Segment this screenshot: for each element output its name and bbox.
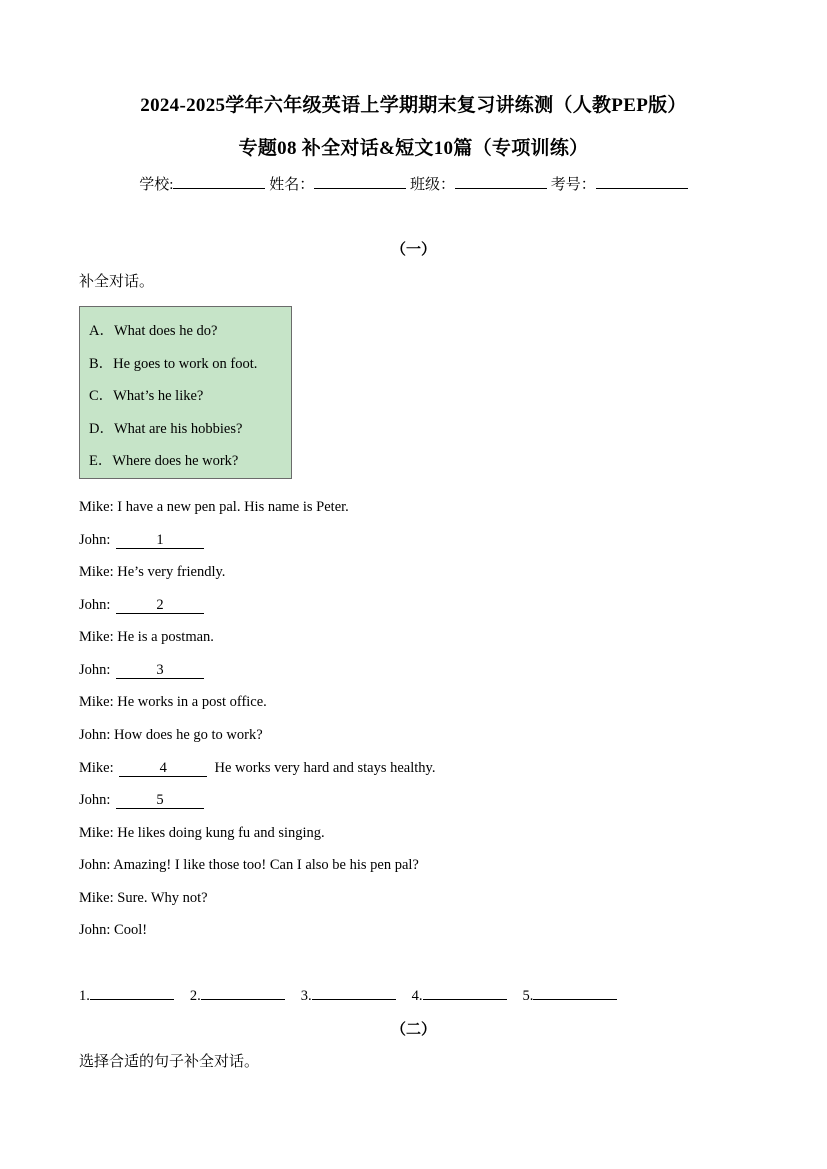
dialogue-line: Mike: He’s very friendly. (79, 564, 226, 580)
answer-line[interactable] (90, 986, 174, 1000)
answer-slot-number: 3. (300, 988, 312, 1004)
answer-line[interactable] (201, 986, 285, 1000)
answer-line[interactable] (312, 986, 396, 1000)
answer-slot-number: 2. (189, 988, 201, 1004)
dialogue-line (79, 597, 204, 614)
option-a: A．What does he do? (89, 323, 218, 339)
answer-line[interactable] (423, 986, 507, 1000)
section-1-heading: （一） (390, 242, 436, 258)
speaker-label: John: (79, 597, 115, 613)
page-title: 2024-2025学年六年级英语上学期期末复习讲练测（人教PEP版） (140, 95, 687, 116)
speaker-label: Mike: (79, 760, 118, 776)
dialogue-line: Mike: Sure. Why not? (79, 890, 208, 906)
dialogue-line (79, 760, 435, 777)
speaker-label: John: (79, 792, 115, 808)
section-1-instruction: 补全对话。 (79, 274, 155, 290)
option-d: D．What are his hobbies? (89, 421, 243, 437)
dialogue-continuation: He works very hard and stays healthy. (214, 760, 436, 776)
answer-slot[interactable] (412, 986, 507, 1005)
section-2-instruction: 选择合适的句子补全对话。 (79, 1054, 260, 1070)
dialogue-line (79, 792, 204, 809)
school-blank[interactable] (173, 174, 265, 189)
dialogue-line: Mike: I have a new pen pal. His name is Peter. (79, 499, 349, 515)
answer-slot-number: 1. (79, 988, 90, 1004)
answer-blank-2[interactable]: 2 (116, 598, 204, 614)
dialogue-line: Mike: He likes doing kung fu and singing. (79, 825, 325, 841)
answer-row (79, 986, 633, 1005)
student-info-row (0, 173, 827, 194)
answer-slot-number: 4. (411, 988, 423, 1004)
options-box (79, 306, 292, 479)
exam-number-blank[interactable] (596, 174, 688, 189)
dialogue-line: Mike: He is a postman. (79, 629, 214, 645)
answer-slot[interactable] (523, 986, 618, 1005)
page-subtitle: 专题08 补全对话&短文10篇（专项训练） (238, 138, 589, 159)
exam-number-label: 考号： (550, 177, 596, 193)
class-blank[interactable] (455, 174, 547, 189)
class-label: 班级： (409, 177, 455, 193)
answer-slot-number: 5. (522, 988, 534, 1004)
name-blank[interactable] (314, 174, 406, 189)
answer-slot[interactable] (190, 986, 285, 1005)
dialogue-line: John: Cool! (79, 922, 148, 938)
school-label: 学校: (139, 177, 174, 193)
option-e: E．Where does he work? (89, 453, 239, 469)
answer-line[interactable] (533, 986, 617, 1000)
dialogue-line: Mike: He works in a post office. (79, 694, 267, 710)
answer-slot[interactable] (79, 986, 174, 1005)
speaker-label: John: (79, 662, 115, 678)
option-c: C．What’s he like? (89, 388, 204, 404)
name-label: 姓名： (269, 177, 315, 193)
dialogue-line: John: How does he go to work? (79, 727, 263, 743)
option-b: B．He goes to work on foot. (89, 356, 258, 372)
dialogue-line: John: Amazing! I like those too! Can I also be his pen pal? (79, 857, 419, 873)
speaker-label: John: (79, 532, 115, 548)
answer-blank-5[interactable]: 5 (116, 793, 204, 809)
answer-blank-4[interactable]: 4 (119, 761, 207, 777)
answer-blank-3[interactable]: 3 (116, 663, 204, 679)
answer-blank-1[interactable]: 1 (116, 533, 204, 549)
dialogue-line (79, 662, 204, 679)
answer-slot[interactable] (301, 986, 396, 1005)
section-2-heading: （二） (390, 1022, 436, 1038)
dialogue-line (79, 532, 204, 549)
